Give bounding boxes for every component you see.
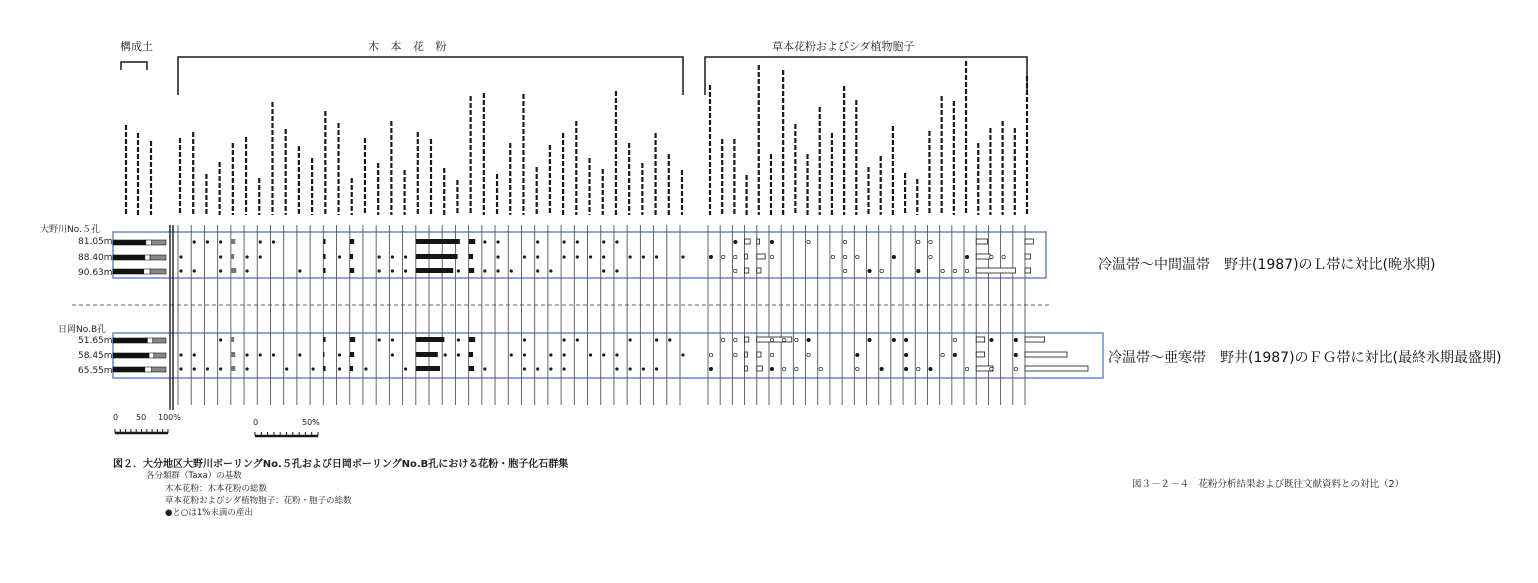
arboreal-dot	[549, 353, 552, 356]
arboreal-bar	[231, 352, 235, 357]
constituent-bar-segment	[113, 338, 147, 343]
arboreal-bar	[350, 268, 354, 273]
constituent-bar-segment	[150, 269, 166, 274]
constituent-group-label: 構成土	[120, 40, 153, 53]
arboreal-bar	[231, 254, 234, 259]
arboreal-dot	[629, 338, 632, 341]
nonarboreal-dot	[868, 269, 871, 272]
nonarboreal-bar	[745, 366, 748, 371]
scale-label: 100%	[158, 413, 181, 422]
nonarboreal-bar	[1025, 268, 1031, 273]
arboreal-dot	[549, 367, 552, 370]
arboreal-dot	[378, 338, 381, 341]
arboreal-bar	[350, 239, 354, 244]
arboreal-bar	[469, 352, 473, 357]
arboreal-dot	[338, 353, 341, 356]
site-label-ono: 大野川No.５孔	[40, 225, 100, 235]
nonarboreal-dot	[831, 255, 834, 258]
depth-label: 88.40m	[78, 253, 113, 263]
arboreal-bar	[416, 366, 440, 371]
nonarboreal-bar	[1025, 337, 1045, 342]
arboreal-bar	[469, 337, 476, 342]
arboreal-dot	[549, 269, 552, 272]
nonarboreal-bar	[1025, 239, 1033, 244]
nonarboreal-dot	[965, 255, 968, 258]
nonarboreal-group-label: 草本花粉およびシダ植物胞子	[772, 40, 915, 53]
nonarboreal-dot	[917, 269, 920, 272]
nonarboreal-dot	[1014, 367, 1017, 370]
arboreal-dot	[219, 338, 222, 341]
nonarboreal-dot	[856, 353, 859, 356]
arboreal-dot	[496, 240, 499, 243]
arboreal-dot	[245, 255, 248, 258]
nonarboreal-bar	[745, 337, 749, 342]
nonarboreal-dot	[941, 269, 944, 272]
arboreal-dot	[245, 269, 248, 272]
arboreal-bar	[231, 268, 237, 273]
scale-label: 50%	[302, 418, 320, 427]
arboreal-dot	[483, 240, 486, 243]
constituent-bar-segment	[152, 240, 166, 245]
nonarboreal-bar	[976, 352, 984, 357]
arboreal-dot	[615, 269, 618, 272]
nonarboreal-bar	[757, 352, 761, 357]
arboreal-dot	[338, 255, 341, 258]
nonarboreal-bar	[757, 254, 765, 259]
arboreal-dot	[563, 255, 566, 258]
nonarboreal-dot	[709, 255, 712, 258]
caption-title: 図２．大分地区大野川ボーリングNo.５孔および日岡ボーリングNo.B孔における花粉・胞子化石群集	[113, 459, 569, 470]
arboreal-bar	[350, 337, 356, 342]
nonarboreal-bar	[745, 352, 748, 357]
nonarboreal-bar	[1025, 366, 1088, 371]
arboreal-dot	[391, 353, 394, 356]
arboreal-dot	[444, 240, 447, 243]
constituent-bar-segment	[152, 367, 166, 372]
arboreal-dot	[523, 353, 526, 356]
nonarboreal-dot	[929, 240, 932, 243]
arboreal-dot	[219, 255, 222, 258]
site-label-hioka: 日岡No.B孔	[58, 325, 107, 335]
arboreal-dot	[602, 269, 605, 272]
nonarboreal-dot	[795, 367, 798, 370]
depth-label: 81.05m	[78, 237, 113, 247]
nonarboreal-dot	[917, 367, 920, 370]
nonarboreal-dot	[819, 367, 822, 370]
arboreal-dot	[219, 240, 222, 243]
constituent-bar-segment	[146, 240, 152, 245]
arboreal-bar	[416, 254, 458, 259]
arboreal-bar	[469, 268, 475, 273]
arboreal-dot	[655, 338, 658, 341]
nonarboreal-dot	[721, 255, 724, 258]
arboreal-dot	[285, 367, 288, 370]
arboreal-bar	[323, 366, 325, 371]
arboreal-dot	[444, 269, 447, 272]
caption-line: 草本花粉およびシダ植物胞子：花粉・胞子の総数	[165, 496, 352, 506]
nonarboreal-dot	[807, 353, 810, 356]
arboreal-dot	[298, 353, 301, 356]
arboreal-group-label: 木 本 花 粉	[368, 40, 451, 53]
arboreal-dot	[298, 269, 301, 272]
nonarboreal-dot	[990, 255, 993, 258]
arboreal-dot	[378, 255, 381, 258]
arboreal-dot	[629, 367, 632, 370]
arboreal-dot	[219, 367, 222, 370]
arboreal-bar	[469, 366, 475, 371]
arboreal-dot	[602, 255, 605, 258]
arboreal-dot	[563, 338, 566, 341]
arboreal-dot	[536, 240, 539, 243]
arboreal-dot	[523, 367, 526, 370]
arboreal-dot	[391, 338, 394, 341]
arboreal-bar	[416, 239, 460, 244]
nonarboreal-dot	[782, 338, 785, 341]
arboreal-dot	[430, 240, 433, 243]
constituent-bar-segment	[113, 255, 145, 260]
arboreal-dot	[391, 269, 394, 272]
depth-label: 51.65m	[78, 336, 113, 346]
arboreal-dot	[536, 269, 539, 272]
arboreal-dot	[193, 353, 196, 356]
arboreal-bar	[350, 366, 353, 371]
arboreal-dot	[510, 269, 513, 272]
nonarboreal-dot	[953, 269, 956, 272]
arboreal-dot	[563, 367, 566, 370]
constituent-bar-segment	[154, 353, 166, 358]
arboreal-dot	[444, 353, 447, 356]
sample-box-ono	[113, 232, 1046, 278]
arboreal-dot	[457, 269, 460, 272]
nonarboreal-dot	[880, 367, 883, 370]
nonarboreal-dot	[1014, 353, 1017, 356]
arboreal-dot	[404, 255, 407, 258]
arboreal-dot	[338, 367, 341, 370]
arboreal-dot	[193, 269, 196, 272]
constituent-bar-segment	[113, 367, 145, 372]
constituent-bar-segment	[147, 338, 152, 343]
nonarboreal-dot	[880, 269, 883, 272]
arboreal-dot	[430, 353, 433, 356]
nonarboreal-dot	[795, 338, 798, 341]
nonarboreal-dot	[929, 255, 932, 258]
arboreal-dot	[642, 367, 645, 370]
arboreal-dot	[483, 367, 486, 370]
nonarboreal-dot	[1002, 255, 1005, 258]
arboreal-dot	[179, 269, 182, 272]
nonarboreal-dot	[953, 338, 956, 341]
nonarboreal-dot	[990, 338, 993, 341]
nonarboreal-dot	[953, 353, 956, 356]
arboreal-dot	[655, 255, 658, 258]
nonarboreal-dot	[734, 353, 737, 356]
arboreal-dot	[272, 240, 275, 243]
arboreal-dot	[576, 240, 579, 243]
arboreal-dot	[615, 353, 618, 356]
nonarboreal-dot	[856, 367, 859, 370]
arboreal-bar	[231, 337, 234, 342]
arboreal-dot	[496, 255, 499, 258]
arboreal-dot	[245, 353, 248, 356]
constituent-bar-segment	[153, 338, 166, 343]
arboreal-dot	[193, 240, 196, 243]
depth-label: 65.55m	[78, 366, 113, 376]
arboreal-dot	[642, 255, 645, 258]
arboreal-bar	[469, 239, 476, 244]
arboreal-bracket	[178, 57, 683, 95]
nonarboreal-bar	[757, 366, 763, 371]
nonarboreal-bar	[745, 254, 748, 259]
arboreal-dot	[510, 353, 513, 356]
arboreal-dot	[602, 353, 605, 356]
nonarboreal-bar	[1025, 352, 1067, 357]
arboreal-dot	[378, 269, 381, 272]
arboreal-dot	[259, 240, 262, 243]
arboreal-bar	[323, 352, 324, 357]
nonarboreal-bar	[976, 254, 990, 259]
nonarboreal-bar	[976, 337, 984, 342]
nonarboreal-dot	[843, 269, 846, 272]
nonarboreal-bar	[976, 268, 1015, 273]
nonarboreal-dot	[721, 338, 724, 341]
constituent-bar-segment	[150, 255, 166, 260]
constituent-bar-segment	[113, 353, 149, 358]
nonarboreal-dot	[868, 338, 871, 341]
arboreal-bar	[416, 268, 453, 273]
arboreal-dot	[589, 353, 592, 356]
interpretation-hioka: 冷温帯～亜寒帯 野井(1987)のＦＧ帯に対比(最終氷期最盛期)	[1108, 350, 1502, 366]
arboreal-dot	[206, 240, 209, 243]
arboreal-bar	[350, 352, 354, 357]
nonarboreal-bracket	[705, 57, 1027, 95]
nonarboreal-dot	[892, 338, 895, 341]
arboreal-bar	[416, 352, 438, 357]
constituent-bar-segment	[145, 255, 150, 260]
nonarboreal-dot	[770, 367, 773, 370]
nonarboreal-dot	[965, 269, 968, 272]
arboreal-dot	[179, 255, 182, 258]
arboreal-dot	[430, 255, 433, 258]
arboreal-dot	[563, 240, 566, 243]
arboreal-dot	[404, 269, 407, 272]
constituent-bar-segment	[149, 353, 154, 358]
nonarboreal-dot	[709, 353, 712, 356]
arboreal-bar	[323, 268, 325, 273]
scale-label: 0	[113, 413, 119, 422]
constituent-bracket	[121, 62, 147, 70]
nonarboreal-dot	[892, 255, 895, 258]
constituent-bar-segment	[145, 367, 152, 372]
arboreal-dot	[563, 353, 566, 356]
figure-number: 図３－２－４ 花粉分析結果および既往文献資料との対比（2）	[1132, 479, 1405, 490]
arboreal-bar	[350, 254, 353, 259]
arboreal-dot	[576, 338, 579, 341]
constituent-bar-segment	[144, 269, 150, 274]
nonarboreal-bar	[757, 337, 792, 342]
nonarboreal-dot	[929, 367, 932, 370]
arboreal-dot	[259, 353, 262, 356]
nonarboreal-dot	[734, 269, 737, 272]
interpretation-ono: 冷温帯～中間温帯 野井(1987)のＬ帯に対比(晩氷期)	[1098, 257, 1436, 273]
arboreal-dot	[219, 269, 222, 272]
nonarboreal-bar	[1025, 254, 1031, 259]
arboreal-bar	[231, 239, 235, 244]
depth-label: 90.63m	[78, 268, 113, 278]
nonarboreal-dot	[941, 353, 944, 356]
arboreal-dot	[536, 255, 539, 258]
depth-label: 58.45m	[78, 351, 113, 361]
arboreal-dot	[655, 367, 658, 370]
nonarboreal-dot	[904, 338, 907, 341]
arboreal-dot	[629, 255, 632, 258]
arboreal-dot	[523, 255, 526, 258]
caption-line: ●と○は1%未満の産出	[165, 508, 253, 518]
arboreal-dot	[245, 367, 248, 370]
arboreal-dot	[681, 255, 684, 258]
nonarboreal-dot	[904, 367, 907, 370]
nonarboreal-dot	[770, 338, 773, 341]
arboreal-dot	[272, 353, 275, 356]
nonarboreal-dot	[1014, 338, 1017, 341]
nonarboreal-dot	[734, 240, 737, 243]
arboreal-bar	[323, 337, 325, 342]
arboreal-bar	[323, 239, 325, 244]
nonarboreal-dot	[770, 240, 773, 243]
arboreal-dot	[615, 367, 618, 370]
arboreal-dot	[576, 255, 579, 258]
arboreal-dot	[668, 338, 671, 341]
nonarboreal-dot	[843, 255, 846, 258]
nonarboreal-dot	[770, 353, 773, 356]
nonarboreal-dot	[965, 367, 968, 370]
nonarboreal-bar	[745, 239, 751, 244]
arboreal-dot	[457, 240, 460, 243]
arboreal-dot	[404, 367, 407, 370]
arboreal-bar	[323, 254, 325, 259]
nonarboreal-dot	[807, 240, 810, 243]
nonarboreal-dot	[904, 353, 907, 356]
nonarboreal-dot	[770, 255, 773, 258]
arboreal-dot	[206, 367, 209, 370]
arboreal-dot	[364, 367, 367, 370]
constituent-bar-segment	[113, 240, 146, 245]
nonarboreal-dot	[782, 367, 785, 370]
arboreal-dot	[536, 367, 539, 370]
nonarboreal-dot	[709, 367, 712, 370]
arboreal-dot	[193, 367, 196, 370]
nonarboreal-dot	[734, 255, 737, 258]
arboreal-bar	[231, 366, 235, 371]
arboreal-dot	[457, 338, 460, 341]
arboreal-dot	[259, 255, 262, 258]
arboreal-dot	[483, 269, 486, 272]
arboreal-dot	[523, 338, 526, 341]
arboreal-dot	[391, 255, 394, 258]
nonarboreal-dot	[917, 240, 920, 243]
scale-label: 50	[136, 413, 147, 422]
nonarboreal-dot	[807, 338, 810, 341]
arboreal-dot	[589, 255, 592, 258]
caption-line: 木本花粉：木本花粉の総数	[165, 484, 268, 494]
arboreal-dot	[615, 240, 618, 243]
nonarboreal-bar	[757, 239, 760, 244]
nonarboreal-dot	[843, 240, 846, 243]
arboreal-bar	[416, 337, 445, 342]
arboreal-dot	[312, 367, 315, 370]
arboreal-dot	[457, 353, 460, 356]
caption-line: 各分類群（Taxa）の基数	[146, 471, 242, 481]
arboreal-dot	[179, 367, 182, 370]
nonarboreal-dot	[856, 255, 859, 258]
arboreal-dot	[681, 353, 684, 356]
arboreal-dot	[496, 269, 499, 272]
nonarboreal-bar	[757, 268, 761, 273]
arboreal-dot	[179, 353, 182, 356]
constituent-bar-segment	[113, 269, 144, 274]
nonarboreal-dot	[990, 367, 993, 370]
scale-label: 0	[253, 418, 259, 427]
nonarboreal-bar	[976, 239, 987, 244]
arboreal-dot	[602, 240, 605, 243]
arboreal-bar	[469, 254, 473, 259]
nonarboreal-bar	[745, 268, 749, 273]
nonarboreal-dot	[734, 338, 737, 341]
